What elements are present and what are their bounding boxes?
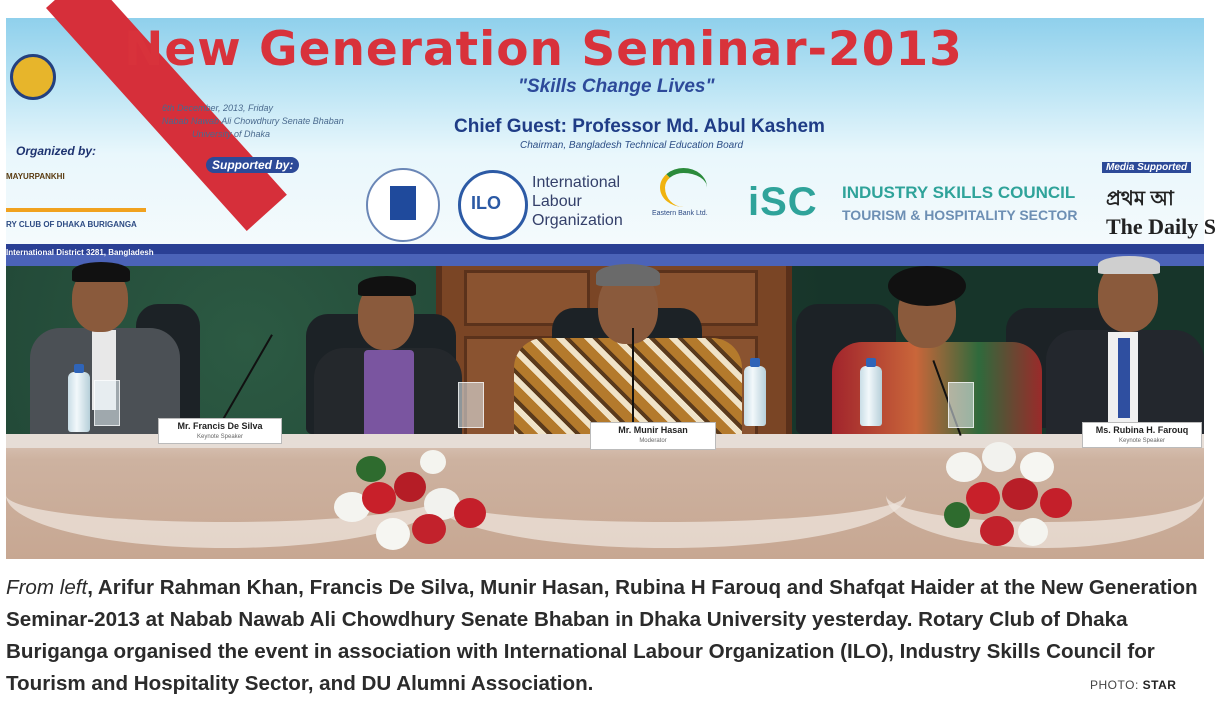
organizer-line2: RY CLUB OF DHAKA BURIGANGA xyxy=(6,220,137,229)
nameplate-rubina-h-farouq: Ms. Rubina H. Farouq Keynote Speaker xyxy=(1082,422,1202,448)
daily-star-logo: The Daily S xyxy=(1106,214,1217,239)
organized-by-label: Organized by: xyxy=(16,144,97,158)
caption-lead: From left xyxy=(6,576,88,599)
university-seal-logo xyxy=(366,168,440,242)
water-bottle xyxy=(68,372,90,432)
banner-tagline: "Skills Change Lives" xyxy=(518,76,715,97)
nameplate-francis-de-silva: Mr. Francis De Silva Keynote Speaker xyxy=(158,418,282,444)
organizer-line1: MAYURPANKHI xyxy=(6,172,65,181)
water-glass xyxy=(94,380,120,426)
chief-guest-role: Chairman, Bangladesh Technical Education Board xyxy=(520,140,744,151)
ilo-name: International Labour Organization xyxy=(532,174,623,229)
supported-by-label: Supported by: xyxy=(206,157,299,173)
rotary-logo xyxy=(10,54,56,100)
person-francis-de-silva xyxy=(306,272,466,448)
person-shafqat-haider xyxy=(1046,254,1204,450)
event-venue: Nabab Nawab Ali Chowdhury Senate Bhaban xyxy=(162,116,344,126)
flower-arrangement xyxy=(324,442,504,559)
photo-caption xyxy=(6,572,1220,700)
isc-name: INDUSTRY SKILLS COUNCIL TOURISM & HOSPITALITY SECTOR xyxy=(842,183,1078,223)
event-info xyxy=(162,102,344,141)
prothom-alo-logo: প্রথম আ xyxy=(1106,188,1174,210)
banner-title: New Generation Seminar-2013 xyxy=(124,22,963,77)
event-university: University of Dhaka xyxy=(192,129,271,139)
seminar-banner xyxy=(6,18,1217,266)
media-supported-label: Media Supported xyxy=(1102,162,1191,173)
news-photo xyxy=(6,18,1217,559)
nameplate-munir-hasan: Mr. Munir Hasan Moderator xyxy=(590,422,716,450)
isc-logo: iSC xyxy=(748,180,818,224)
ilo-logo: ILO xyxy=(458,170,528,240)
water-bottle xyxy=(860,366,882,426)
water-bottle xyxy=(744,366,766,426)
chief-guest: Chief Guest: Professor Md. Abul Kashem xyxy=(454,116,825,137)
ebl-logo: Eastern Bank Ltd. xyxy=(652,168,716,226)
water-glass xyxy=(948,382,974,428)
event-date: 6th December, 2013, Friday xyxy=(162,103,274,113)
caption-text: , Arifur Rahman Khan, Francis De Silva, Munir Hasan, Rubina H Farouq and Shafqat Haider at the New Generation Seminar-2013 at Nabab Nawab Ali Chowdhury Senate Bhaban in Dhaka University yesterday. Rotary Club of Dhaka Buriganga organised the event in association with International Labour Organization (ILO), Industry Skills Council for Tourism and Hospitality Sector, and DU Alumni Association. xyxy=(6,576,1198,695)
flower-arrangement xyxy=(936,432,1116,559)
photo-credit: PHOTO: STAR xyxy=(1090,678,1177,692)
water-glass xyxy=(458,382,484,428)
district-label: International District 3281, Bangladesh xyxy=(6,248,154,257)
person-rubina-h-farouq xyxy=(826,262,1046,452)
